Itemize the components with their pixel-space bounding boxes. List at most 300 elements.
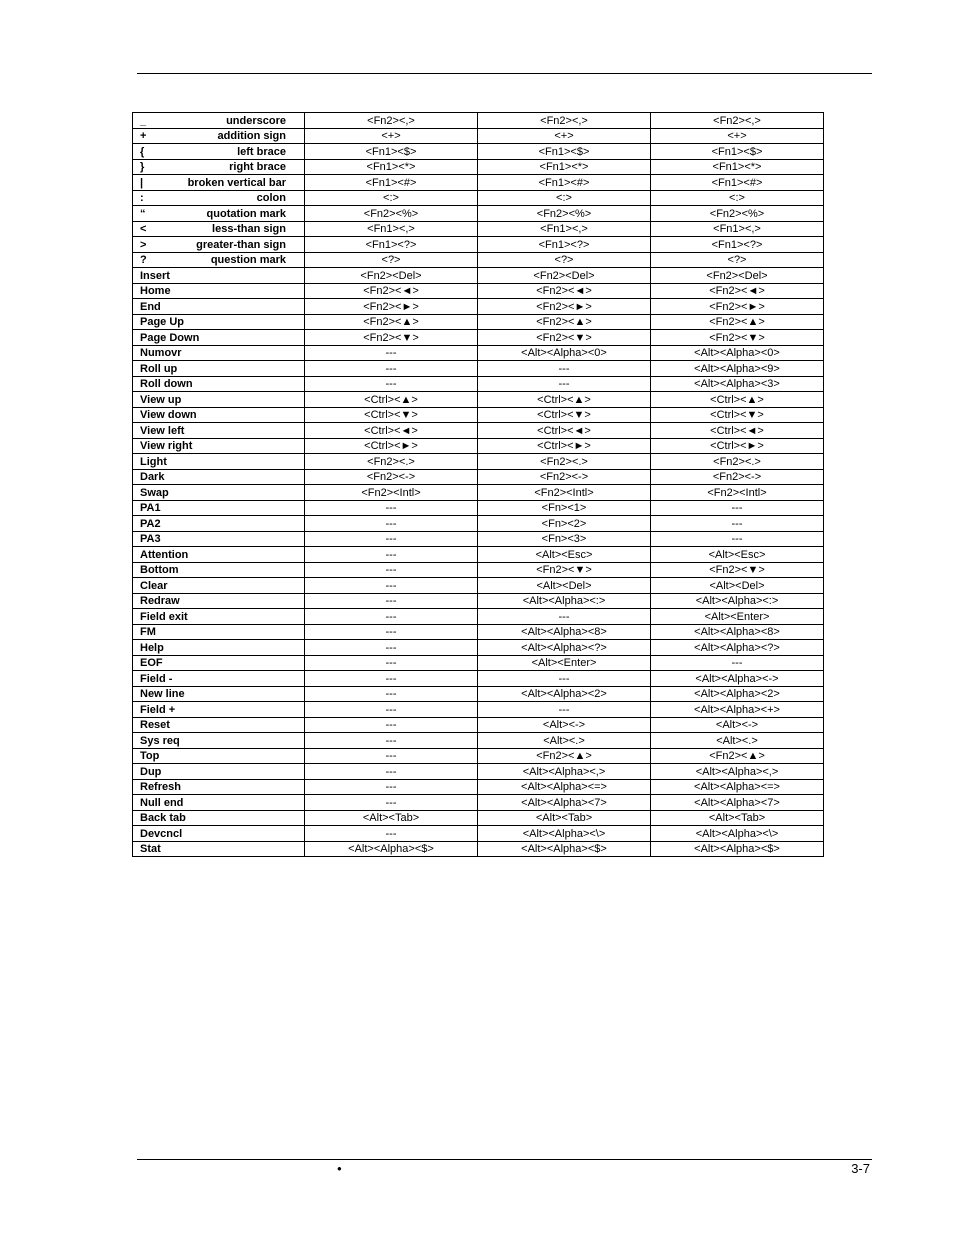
key-symbol-description: colon <box>256 192 286 204</box>
key-sequence-cell: --- <box>305 562 478 578</box>
key-name: Numovr <box>140 347 182 359</box>
key-name-cell <box>133 330 305 346</box>
table-row <box>133 268 824 284</box>
key-sequence-cell: <Ctrl><▲> <box>478 392 651 408</box>
table-row <box>133 283 824 299</box>
key-name-cell <box>133 283 305 299</box>
key-name: End <box>140 300 161 313</box>
key-name-cell <box>133 562 305 578</box>
key-name-cell <box>133 144 305 160</box>
key-name: Top <box>140 750 160 762</box>
table-row <box>133 624 824 640</box>
key-sequence-cell: <Alt><-> <box>478 717 651 733</box>
key-name: Insert <box>140 269 170 282</box>
key-sequence-cell: --- <box>305 655 478 671</box>
key-sequence-cell: <Alt><.> <box>478 733 651 749</box>
key-name-cell <box>133 748 305 764</box>
key-sequence-cell: <Alt><Alpha><0> <box>478 345 651 361</box>
key-sequence-cell: --- <box>478 671 651 687</box>
key-symbol: { <box>140 145 145 158</box>
key-symbol: | <box>140 176 144 189</box>
key-sequence-cell: <Fn2><Intl> <box>305 485 478 501</box>
key-sequence-cell: <Alt><Alpha><=> <box>478 779 651 795</box>
key-sequence-cell: <Fn1><,> <box>651 221 824 237</box>
key-sequence-cell: --- <box>305 779 478 795</box>
key-symbol: > <box>140 238 147 251</box>
table-row <box>133 438 824 454</box>
key-name-cell <box>133 593 305 609</box>
key-sequence-cell: --- <box>305 702 478 718</box>
key-symbol: “ <box>140 207 146 220</box>
key-name: Page Down <box>140 331 200 344</box>
key-sequence-cell: --- <box>305 640 478 656</box>
key-sequence-cell: <Alt><Alpha><7> <box>478 795 651 811</box>
key-name: Reset <box>140 719 170 731</box>
key-sequence-cell: <Ctrl><◄> <box>478 423 651 439</box>
key-name: PA2 <box>140 517 161 530</box>
key-sequence-cell: <Fn2><.> <box>478 454 651 470</box>
key-name: Help <box>140 641 164 654</box>
key-sequence-cell: <Fn2><%> <box>478 206 651 222</box>
key-name: Stat <box>140 843 161 855</box>
key-sequence-cell: <Alt><Del> <box>478 578 651 594</box>
key-sequence-cell: <Fn><2> <box>478 516 651 532</box>
key-name: Sys req <box>140 734 180 747</box>
header-rule <box>137 73 872 74</box>
table-row <box>133 671 824 687</box>
key-sequence-cell: <Alt><Esc> <box>478 547 651 563</box>
key-name: PA1 <box>140 502 161 514</box>
key-symbol-description: greater-than sign <box>196 238 286 251</box>
key-sequence-cell: <+> <box>651 128 824 144</box>
key-sequence-cell: <Ctrl><►> <box>305 438 478 454</box>
key-sequence-cell: <Ctrl><◄> <box>305 423 478 439</box>
key-sequence-cell: <Fn1><$> <box>478 144 651 160</box>
key-name: PA3 <box>140 533 161 545</box>
key-sequence-cell: <Fn2><▼> <box>305 330 478 346</box>
table-row <box>133 516 824 532</box>
table-row <box>133 469 824 485</box>
key-sequence-cell: <Alt><Tab> <box>305 810 478 826</box>
key-name: Dark <box>140 471 165 483</box>
key-sequence-cell: --- <box>305 748 478 764</box>
table-row <box>133 144 824 160</box>
key-name: Refresh <box>140 781 181 793</box>
key-name: View up <box>140 393 182 406</box>
key-name-cell <box>133 655 305 671</box>
key-sequence-cell: <Fn2><◄> <box>305 283 478 299</box>
key-mapping-table <box>132 112 824 857</box>
footer-bullet: • <box>337 1161 342 1176</box>
key-sequence-cell: <Fn2><▲> <box>651 748 824 764</box>
key-name-cell <box>133 361 305 377</box>
key-sequence-cell: <Fn2><▲> <box>478 314 651 330</box>
table-row <box>133 423 824 439</box>
table-row <box>133 702 824 718</box>
key-sequence-cell: <Fn1><*> <box>305 159 478 175</box>
table-row <box>133 547 824 563</box>
table-row <box>133 826 824 842</box>
key-name: Attention <box>140 548 189 561</box>
key-sequence-cell: --- <box>305 686 478 702</box>
key-symbol-description: quotation mark <box>206 207 286 220</box>
key-name: Home <box>140 285 171 297</box>
table-row <box>133 764 824 780</box>
key-sequence-cell: --- <box>305 624 478 640</box>
key-name-cell <box>133 624 305 640</box>
key-sequence-cell: <Fn2><▲> <box>305 314 478 330</box>
key-name: Clear <box>140 579 168 592</box>
key-name-cell <box>133 671 305 687</box>
table-row <box>133 686 824 702</box>
table-row <box>133 779 824 795</box>
key-sequence-cell: <Fn2><Intl> <box>478 485 651 501</box>
key-sequence-cell: <+> <box>478 128 651 144</box>
table-row <box>133 841 824 857</box>
key-sequence-cell: <Fn1><,> <box>305 221 478 237</box>
key-sequence-cell: <:> <box>478 190 651 206</box>
key-sequence-cell: <Fn2><▼> <box>478 562 651 578</box>
key-sequence-cell: --- <box>305 671 478 687</box>
key-sequence-cell: <Alt><Enter> <box>651 609 824 625</box>
key-symbol-description: right brace <box>229 161 286 173</box>
key-sequence-cell: --- <box>651 531 824 547</box>
table-row <box>133 361 824 377</box>
key-sequence-cell: <Alt><Alpha><8> <box>478 624 651 640</box>
key-sequence-cell: <Fn2><,> <box>651 113 824 129</box>
key-sequence-cell: <Fn><3> <box>478 531 651 547</box>
key-sequence-cell: <Ctrl><▼> <box>305 407 478 423</box>
table-row <box>133 454 824 470</box>
key-name-cell <box>133 454 305 470</box>
key-symbol: } <box>140 161 145 173</box>
key-sequence-cell: <Fn2><►> <box>651 299 824 315</box>
key-sequence-cell: <Alt><Alpha><:> <box>478 593 651 609</box>
key-sequence-cell: <Fn2><▲> <box>478 748 651 764</box>
key-sequence-cell: <Alt><Alpha><-> <box>651 671 824 687</box>
table-row <box>133 640 824 656</box>
key-sequence-cell: <Alt><Tab> <box>478 810 651 826</box>
key-sequence-cell: <Alt><Alpha><3> <box>651 376 824 392</box>
key-name: EOF <box>140 657 163 669</box>
table-row <box>133 299 824 315</box>
key-name: FM <box>140 626 156 638</box>
key-sequence-cell: <Fn2><,> <box>478 113 651 129</box>
key-name-cell <box>133 547 305 563</box>
key-name: Field + <box>140 703 176 716</box>
key-name-cell <box>133 826 305 842</box>
table-row <box>133 128 824 144</box>
key-name-cell <box>133 717 305 733</box>
key-name-cell <box>133 578 305 594</box>
key-name: Swap <box>140 486 169 499</box>
key-symbol-description: underscore <box>226 114 286 127</box>
key-sequence-cell: <Alt><Alpha><+> <box>651 702 824 718</box>
table-row <box>133 655 824 671</box>
key-sequence-cell: <Alt><Alpha><\> <box>651 826 824 842</box>
key-sequence-cell: <Alt><Alpha><?> <box>478 640 651 656</box>
key-sequence-cell: <:> <box>651 190 824 206</box>
key-name-cell <box>133 733 305 749</box>
key-name-cell <box>133 469 305 485</box>
key-sequence-cell: <Fn2><►> <box>305 299 478 315</box>
table-row <box>133 345 824 361</box>
key-sequence-cell: --- <box>305 593 478 609</box>
key-sequence-cell: <Fn2><-> <box>478 469 651 485</box>
key-sequence-cell: <+> <box>305 128 478 144</box>
key-sequence-cell: <Fn2><▼> <box>651 562 824 578</box>
key-name-cell <box>133 702 305 718</box>
key-sequence-cell: --- <box>478 376 651 392</box>
key-name: Devcncl <box>140 827 183 840</box>
key-sequence-cell: <Ctrl><▼> <box>651 407 824 423</box>
key-name-cell <box>133 252 305 268</box>
key-sequence-cell: <?> <box>651 252 824 268</box>
key-sequence-cell: --- <box>305 531 478 547</box>
key-sequence-cell: <Ctrl><►> <box>478 438 651 454</box>
key-sequence-cell: --- <box>305 609 478 625</box>
key-sequence-cell: <Ctrl><◄> <box>651 423 824 439</box>
key-sequence-cell: <Fn2><▲> <box>651 314 824 330</box>
key-sequence-cell: <Fn1><$> <box>305 144 478 160</box>
table-row <box>133 206 824 222</box>
key-symbol-description: question mark <box>210 254 286 266</box>
key-sequence-cell: <Fn2><◄> <box>478 283 651 299</box>
table-row <box>133 330 824 346</box>
key-sequence-cell: <Alt><Alpha><?> <box>651 640 824 656</box>
key-name-cell <box>133 764 305 780</box>
key-symbol: + <box>140 130 147 142</box>
key-sequence-cell: --- <box>651 655 824 671</box>
key-name: Redraw <box>140 595 180 607</box>
key-sequence-cell: <Fn2><Intl> <box>651 485 824 501</box>
key-name-cell <box>133 810 305 826</box>
key-name-cell <box>133 175 305 191</box>
key-sequence-cell: <Fn2><.> <box>651 454 824 470</box>
key-sequence-cell: <Fn1><?> <box>478 237 651 253</box>
key-name: Roll down <box>140 378 193 390</box>
key-name-cell <box>133 779 305 795</box>
key-name-cell <box>133 159 305 175</box>
table-row <box>133 190 824 206</box>
key-sequence-cell: <Fn2><►> <box>478 299 651 315</box>
key-sequence-cell: <Ctrl><▲> <box>651 392 824 408</box>
key-sequence-cell: --- <box>651 500 824 516</box>
key-mapping-table-body <box>133 113 824 857</box>
key-sequence-cell: <Fn2><%> <box>305 206 478 222</box>
key-name-cell <box>133 113 305 129</box>
key-sequence-cell: <Alt><Alpha><:> <box>651 593 824 609</box>
key-sequence-cell: <Alt><Alpha><$> <box>305 841 478 857</box>
key-name: Null end <box>140 796 184 809</box>
key-name-cell <box>133 376 305 392</box>
key-symbol: < <box>140 223 147 235</box>
key-sequence-cell: <Alt><Alpha><,> <box>651 764 824 780</box>
key-sequence-cell: --- <box>305 547 478 563</box>
key-name-cell <box>133 640 305 656</box>
key-sequence-cell: <Alt><Tab> <box>651 810 824 826</box>
key-sequence-cell: <Fn2><Del> <box>651 268 824 284</box>
key-name-cell <box>133 392 305 408</box>
key-symbol-description: less-than sign <box>212 223 286 235</box>
table-row <box>133 407 824 423</box>
table-row <box>133 485 824 501</box>
key-sequence-cell: <Alt><-> <box>651 717 824 733</box>
key-name-cell <box>133 423 305 439</box>
key-sequence-cell: --- <box>305 578 478 594</box>
key-sequence-cell: <Fn2><.> <box>305 454 478 470</box>
key-sequence-cell: <Alt><Alpha><=> <box>651 779 824 795</box>
key-sequence-cell: <?> <box>478 252 651 268</box>
key-name-cell <box>133 609 305 625</box>
key-name: Dup <box>140 765 162 778</box>
key-sequence-cell: <Alt><Alpha><$> <box>478 841 651 857</box>
table-row <box>133 810 824 826</box>
key-name-cell <box>133 516 305 532</box>
page-number: 3-7 <box>851 1161 870 1176</box>
key-sequence-cell: <Fn2><%> <box>651 206 824 222</box>
key-sequence-cell: <Ctrl><►> <box>651 438 824 454</box>
table-row <box>133 531 824 547</box>
key-sequence-cell: <Alt><Alpha><7> <box>651 795 824 811</box>
footer-rule <box>137 1159 872 1160</box>
key-name: New line <box>140 688 185 700</box>
table-row <box>133 733 824 749</box>
table-row <box>133 221 824 237</box>
key-sequence-cell: --- <box>305 361 478 377</box>
table-row <box>133 175 824 191</box>
key-symbol-description: left brace <box>237 145 286 158</box>
key-sequence-cell: <Alt><Alpha><,> <box>478 764 651 780</box>
key-sequence-cell: --- <box>305 826 478 842</box>
key-sequence-cell: --- <box>478 609 651 625</box>
key-sequence-cell: <Fn2><,> <box>305 113 478 129</box>
key-sequence-cell: <Alt><Alpha><8> <box>651 624 824 640</box>
table-row <box>133 609 824 625</box>
table-row <box>133 314 824 330</box>
key-sequence-cell: <Alt><Alpha><0> <box>651 345 824 361</box>
key-sequence-cell: --- <box>305 345 478 361</box>
table-row <box>133 252 824 268</box>
table-row <box>133 717 824 733</box>
key-sequence-cell: <Fn1><?> <box>305 237 478 253</box>
key-name-cell <box>133 237 305 253</box>
key-name: View left <box>140 424 185 437</box>
table-row <box>133 578 824 594</box>
key-sequence-cell: <Fn1><#> <box>651 175 824 191</box>
key-sequence-cell: --- <box>305 376 478 392</box>
key-name-cell <box>133 268 305 284</box>
key-sequence-cell: --- <box>305 516 478 532</box>
key-symbol: : <box>140 192 144 204</box>
key-name-cell <box>133 345 305 361</box>
key-sequence-cell: --- <box>478 702 651 718</box>
key-name: Roll up <box>140 362 178 375</box>
key-name: View down <box>140 409 197 421</box>
table-row <box>133 593 824 609</box>
table-row <box>133 113 824 129</box>
key-name: Field - <box>140 672 173 685</box>
table-row <box>133 500 824 516</box>
table-row <box>133 237 824 253</box>
key-sequence-cell: <Fn2><▼> <box>651 330 824 346</box>
table-row <box>133 562 824 578</box>
key-sequence-cell: <:> <box>305 190 478 206</box>
table-row <box>133 795 824 811</box>
key-name-cell <box>133 686 305 702</box>
key-sequence-cell: <Fn1><#> <box>478 175 651 191</box>
key-name: Field exit <box>140 610 188 623</box>
key-sequence-cell: <Alt><Alpha><2> <box>478 686 651 702</box>
key-sequence-cell: <Fn><1> <box>478 500 651 516</box>
key-sequence-cell: --- <box>305 733 478 749</box>
key-sequence-cell: --- <box>478 361 651 377</box>
key-name-cell <box>133 221 305 237</box>
key-symbol-description: addition sign <box>217 130 286 142</box>
key-name-cell <box>133 190 305 206</box>
key-sequence-cell: <Fn2><Del> <box>478 268 651 284</box>
key-symbol: ? <box>140 254 147 266</box>
key-symbol-description: broken vertical bar <box>187 176 286 189</box>
key-sequence-cell: <Ctrl><▲> <box>305 392 478 408</box>
table-row <box>133 376 824 392</box>
key-sequence-cell: <Fn1><?> <box>651 237 824 253</box>
key-sequence-cell: <Fn1><*> <box>651 159 824 175</box>
key-name-cell <box>133 438 305 454</box>
key-sequence-cell: <Fn2><-> <box>305 469 478 485</box>
key-sequence-cell: <Alt><Del> <box>651 578 824 594</box>
key-sequence-cell: <Alt><Esc> <box>651 547 824 563</box>
key-sequence-cell: <Alt><Alpha><9> <box>651 361 824 377</box>
key-name-cell <box>133 206 305 222</box>
key-name-cell <box>133 841 305 857</box>
table-row <box>133 159 824 175</box>
key-symbol: _ <box>140 114 147 127</box>
key-name: Light <box>140 455 167 468</box>
key-sequence-cell: <Fn2><Del> <box>305 268 478 284</box>
key-sequence-cell: <Alt><.> <box>651 733 824 749</box>
key-sequence-cell: <Fn1><,> <box>478 221 651 237</box>
table-row <box>133 748 824 764</box>
key-sequence-cell: <Alt><Alpha><$> <box>651 841 824 857</box>
table-row <box>133 392 824 408</box>
key-name: View right <box>140 440 193 452</box>
key-sequence-cell: <Fn1><#> <box>305 175 478 191</box>
key-sequence-cell: --- <box>651 516 824 532</box>
key-sequence-cell: --- <box>305 717 478 733</box>
key-name-cell <box>133 314 305 330</box>
key-sequence-cell: <Ctrl><▼> <box>478 407 651 423</box>
key-sequence-cell: <Fn2><◄> <box>651 283 824 299</box>
key-name-cell <box>133 531 305 547</box>
key-name-cell <box>133 795 305 811</box>
key-name: Bottom <box>140 564 179 576</box>
key-sequence-cell: <Fn1><$> <box>651 144 824 160</box>
key-sequence-cell: <Fn2><-> <box>651 469 824 485</box>
key-sequence-cell: --- <box>305 500 478 516</box>
key-name-cell <box>133 299 305 315</box>
key-sequence-cell: <Alt><Alpha><\> <box>478 826 651 842</box>
key-name-cell <box>133 485 305 501</box>
key-sequence-cell: <Fn2><▼> <box>478 330 651 346</box>
key-sequence-cell: <?> <box>305 252 478 268</box>
key-name: Back tab <box>140 812 186 824</box>
key-sequence-cell: --- <box>305 764 478 780</box>
key-sequence-cell: <Alt><Alpha><2> <box>651 686 824 702</box>
key-sequence-cell: <Alt><Enter> <box>478 655 651 671</box>
key-name-cell <box>133 128 305 144</box>
key-name: Page Up <box>140 316 185 328</box>
